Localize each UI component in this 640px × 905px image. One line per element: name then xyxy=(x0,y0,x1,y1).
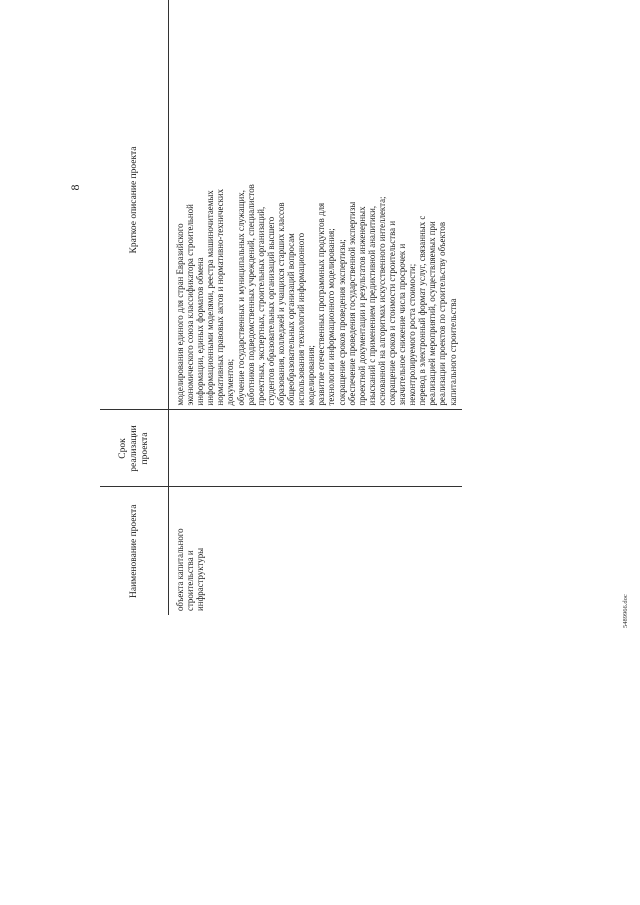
text-line: перевод в электронный формат услуг, связанных с xyxy=(417,215,428,406)
header-project-name: Наименование проекта xyxy=(100,487,169,615)
text-line: реализации проектов по строительству объектов xyxy=(437,221,448,406)
text-line: изысканий с применением предиктивной аналитики, xyxy=(366,205,377,406)
text-line: основанной на алгоритмах искусственного интеллекта; xyxy=(376,196,387,406)
text-line: использования технологий информационного xyxy=(296,232,307,406)
text-line: документов; xyxy=(225,358,236,406)
text-line: сокращение сроков и стоимости строительства и xyxy=(386,220,397,406)
text-line: общеобразовательных организаций вопросам xyxy=(286,233,297,406)
cell-project-name xyxy=(169,487,462,615)
table-header-row xyxy=(100,0,169,615)
text-line: технологии информационного моделирования; xyxy=(326,228,337,406)
text-line: информационными моделями, реестра машиночитаемых xyxy=(205,190,216,406)
text-line: значительное снижение числа просрочек и xyxy=(397,243,408,406)
text-line: обучение государственных и муниципальных служащих, xyxy=(235,190,246,406)
cell-short-description xyxy=(169,0,462,410)
text-line: проектной документации и результатов инженерных xyxy=(356,206,367,406)
text-line: работников подведомственных учреждений, специалистов xyxy=(245,184,256,406)
text-line: студентов образовательных организаций высшего xyxy=(265,216,276,406)
projects-table xyxy=(100,0,462,615)
text-line: развитие отечественных программных продуктов для xyxy=(316,202,327,406)
header-implementation-term: Срок реализации проекта xyxy=(100,410,169,487)
text-line: реализацией мероприятий, осуществляемых при xyxy=(427,221,438,406)
document-file-code: 5489966.doc xyxy=(622,594,629,628)
header-short-description: Краткое описание проекта xyxy=(100,0,169,410)
text-line: информации, единых форматов обмена xyxy=(195,257,206,406)
table-row xyxy=(169,0,462,615)
text-line: проектных, экспертных, строительных организаций, xyxy=(255,206,266,406)
text-line: строительства и xyxy=(185,550,196,611)
text-line: обеспечение проведения государственной экспертизы xyxy=(346,201,357,406)
cell-implementation-term xyxy=(169,410,462,487)
text-line: моделирования единого для стран Евразийского xyxy=(175,223,185,406)
text-line: образования, колледжей и учащихся старших классов xyxy=(275,202,286,406)
text-line: сокращение сроков проведения экспертизы; xyxy=(336,239,347,406)
text-line: неконтролируемого роста стоимости; xyxy=(407,263,418,406)
text-line: капитального строительства xyxy=(447,298,458,406)
text-line: нормативных правовых актов и нормативно-технических xyxy=(215,188,226,406)
text-line: объекта капитального xyxy=(175,528,185,611)
text-line: моделирования; xyxy=(306,345,317,406)
page-number: 8 xyxy=(68,184,82,191)
text-line: экономического союза классификатора строительной xyxy=(185,204,196,406)
text-line: инфраструктуры xyxy=(195,547,206,611)
